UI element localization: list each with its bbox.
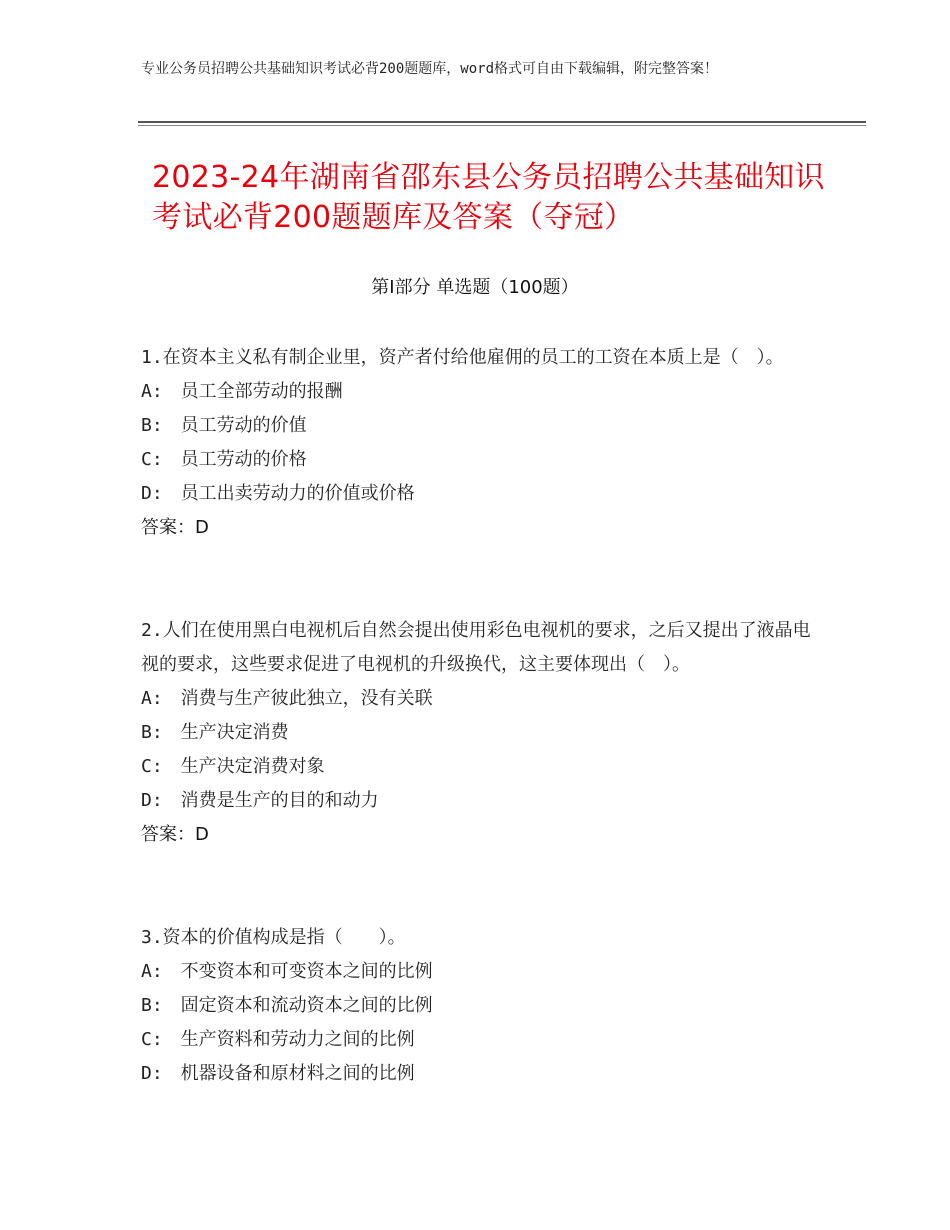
option-c: C: 生产资料和劳动力之间的比例 (141, 1029, 415, 1050)
option-d: D: 机器设备和原材料之间的比例 (141, 1063, 415, 1084)
option-a: A: 消费与生产彼此独立，没有关联 (141, 688, 433, 709)
option-b: B: 员工劳动的价值 (141, 415, 307, 436)
question-block (141, 341, 821, 545)
option-c: C: 生产决定消费对象 (141, 756, 325, 777)
header-divider-thin (138, 125, 866, 126)
option-d: D: 消费是生产的目的和动力 (141, 790, 379, 811)
document-title: 2023-24年湖南省邵东县公务员招聘公共基础知识考试必背200题题库及答案（夺冠） (152, 160, 825, 235)
question-block (141, 921, 821, 1091)
option-d: D: 员工出卖劳动力的价值或价格 (141, 483, 415, 504)
option-a: A: 员工全部劳动的报酬 (141, 381, 343, 402)
header-note: 专业公务员招聘公共基础知识考试必背200题题库，word格式可自由下载编辑，附完整答案！ (141, 61, 718, 77)
section-title: 第Ⅰ部分 单选题（100题） (371, 277, 579, 298)
header-divider-thick (138, 121, 866, 123)
answer-line: 答案：D (141, 517, 209, 538)
answer-line: 答案：D (141, 824, 209, 845)
question-stem: 3.资本的价值构成是指（ ）。 (141, 927, 406, 948)
option-c: C: 员工劳动的价格 (141, 449, 307, 470)
question-stem: 1.在资本主义私有制企业里，资产者付给他雇佣的员工的工资在本质上是（ ）。 (141, 347, 784, 368)
question-block (141, 614, 821, 852)
option-b: B: 固定资本和流动资本之间的比例 (141, 995, 433, 1016)
question-stem: 2.人们在使用黑白电视机后自然会提出使用彩色电视机的要求，之后又提出了液晶电视的要求，这些要求促进了电视机的升级换代，这主要体现出（ ）。 (141, 620, 811, 675)
option-b: B: 生产决定消费 (141, 722, 289, 743)
option-a: A: 不变资本和可变资本之间的比例 (141, 961, 433, 982)
